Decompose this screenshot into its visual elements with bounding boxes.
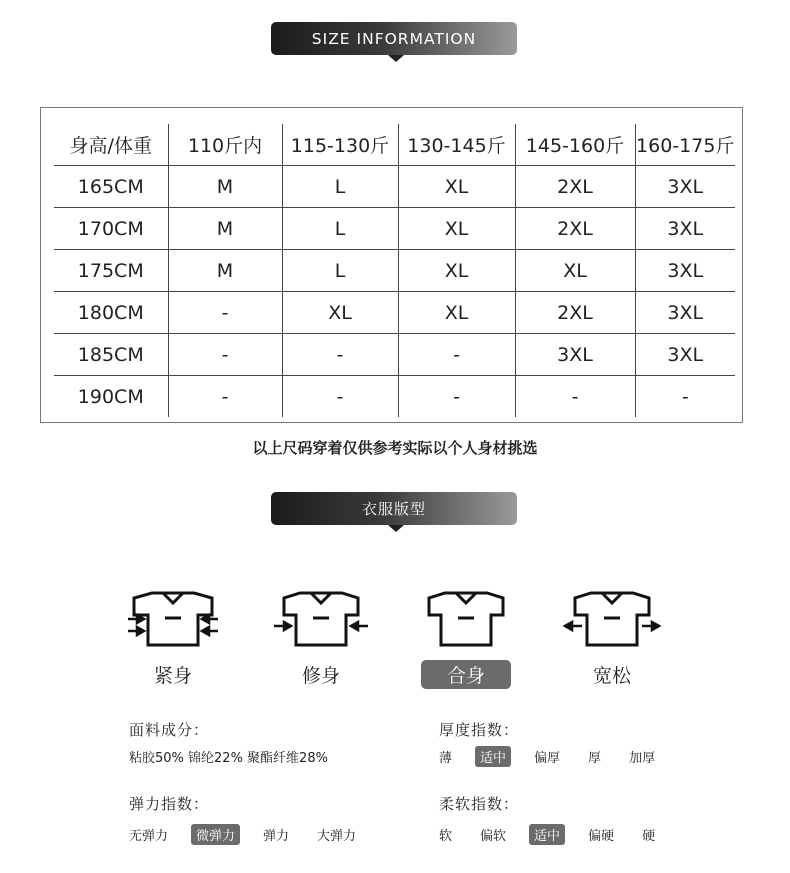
fabric-composition: 粘胶50% 锦纶22% 聚酯纤维28%	[129, 751, 328, 766]
thickness-option-selected: 适中	[475, 746, 511, 767]
size-cell: 3XL	[635, 292, 735, 334]
size-banner-pointer	[388, 55, 404, 62]
size-cell: 3XL	[635, 208, 735, 250]
fit-option-tight	[118, 588, 228, 689]
size-cell: -	[282, 376, 398, 418]
size-chart-row	[54, 166, 735, 208]
header-height-weight: 身高/体重	[54, 124, 168, 166]
height-cell: 185CM	[54, 334, 168, 376]
thickness-options	[434, 746, 678, 767]
softness-option: 偏硬	[588, 829, 615, 844]
shirt-arrows-outward-icon	[557, 588, 667, 648]
size-cell: -	[635, 376, 735, 418]
fit-banner-pointer	[388, 525, 404, 532]
size-cell: -	[168, 376, 282, 418]
height-cell: 170CM	[54, 208, 168, 250]
size-cell: XL	[282, 292, 398, 334]
size-cell: M	[168, 208, 282, 250]
height-cell: 180CM	[54, 292, 168, 334]
softness-option-selected: 适中	[529, 824, 565, 845]
thickness-option: 偏厚	[534, 751, 561, 766]
fit-label-regular-selected: 合身	[421, 660, 511, 689]
softness-title: 柔软指数：	[439, 795, 520, 813]
size-cell: L	[282, 250, 398, 292]
size-chart-row	[54, 208, 735, 250]
size-cell: XL	[398, 208, 515, 250]
size-cell: -	[168, 334, 282, 376]
size-chart-row	[54, 292, 735, 334]
height-cell: 190CM	[77, 385, 144, 408]
size-cell: M	[168, 250, 282, 292]
size-cell: L	[282, 166, 398, 208]
height-cell: 175CM	[54, 250, 168, 292]
shirt-arrows-inward-icon	[118, 588, 228, 648]
thickness-title: 厚度指数：	[439, 721, 520, 739]
thickness-option: 薄	[439, 751, 453, 766]
fit-type-title: 衣服版型	[361, 500, 426, 518]
softness-option: 硬	[642, 829, 656, 844]
size-cell: 3XL	[635, 334, 735, 376]
size-cell: XL	[515, 250, 635, 292]
size-cell: 3XL	[515, 334, 635, 376]
softness-option: 偏软	[480, 829, 507, 844]
elasticity-title: 弹力指数：	[129, 795, 210, 813]
size-chart-frame	[40, 107, 743, 423]
size-cell: XL	[398, 250, 515, 292]
size-cell: 2XL	[515, 292, 635, 334]
size-cell: -	[515, 376, 635, 418]
shirt-arrows-inward-icon	[266, 588, 376, 648]
fit-label-tight: 紧身	[153, 665, 192, 687]
size-cell: -	[168, 292, 282, 334]
size-cell: -	[398, 376, 515, 418]
size-chart-table	[54, 124, 735, 417]
height-cell: 165CM	[54, 166, 168, 208]
size-chart-header-row	[54, 124, 735, 166]
fit-option-regular	[411, 588, 521, 689]
size-cell: 3XL	[635, 166, 735, 208]
size-cell: XL	[398, 292, 515, 334]
header-weight-range: 160-175斤	[635, 124, 735, 166]
header-weight-range: 110斤内	[168, 124, 282, 166]
thickness-option: 加厚	[629, 751, 656, 766]
size-cell: XL	[398, 166, 515, 208]
elasticity-option: 大弹力	[317, 829, 357, 844]
softness-option: 软	[439, 829, 453, 844]
elasticity-options	[124, 824, 379, 845]
shirt-icon	[411, 588, 521, 648]
size-cell: -	[398, 334, 515, 376]
thickness-option: 厚	[588, 751, 602, 766]
size-cell: 3XL	[635, 250, 735, 292]
size-information-title: SIZE INFORMATION	[311, 29, 477, 48]
size-disclaimer: 以上尺码穿着仅供参考实际以个人身材挑选	[252, 439, 538, 457]
fit-label-loose: 宽松	[592, 665, 631, 687]
size-chart-row	[54, 376, 735, 418]
size-cell: 2XL	[515, 208, 635, 250]
header-weight-range: 130-145斤	[398, 124, 515, 166]
size-information-banner	[271, 22, 517, 55]
size-cell: 2XL	[515, 166, 635, 208]
softness-options	[434, 824, 678, 845]
elasticity-option: 弹力	[263, 829, 290, 844]
fit-label-slim: 修身	[301, 665, 340, 687]
size-chart-row	[54, 250, 735, 292]
size-cell: L	[282, 208, 398, 250]
header-weight-range: 115-130斤	[282, 124, 398, 166]
fit-option-loose	[557, 588, 667, 689]
fit-type-banner	[271, 492, 517, 525]
fabric-title: 面料成分：	[129, 721, 210, 739]
size-cell: M	[168, 166, 282, 208]
size-chart-row	[54, 334, 735, 376]
fit-option-slim	[266, 588, 376, 689]
size-cell: -	[282, 334, 398, 376]
elasticity-option-selected: 微弹力	[191, 824, 240, 845]
elasticity-option: 无弹力	[129, 829, 169, 844]
header-weight-range: 145-160斤	[515, 124, 635, 166]
